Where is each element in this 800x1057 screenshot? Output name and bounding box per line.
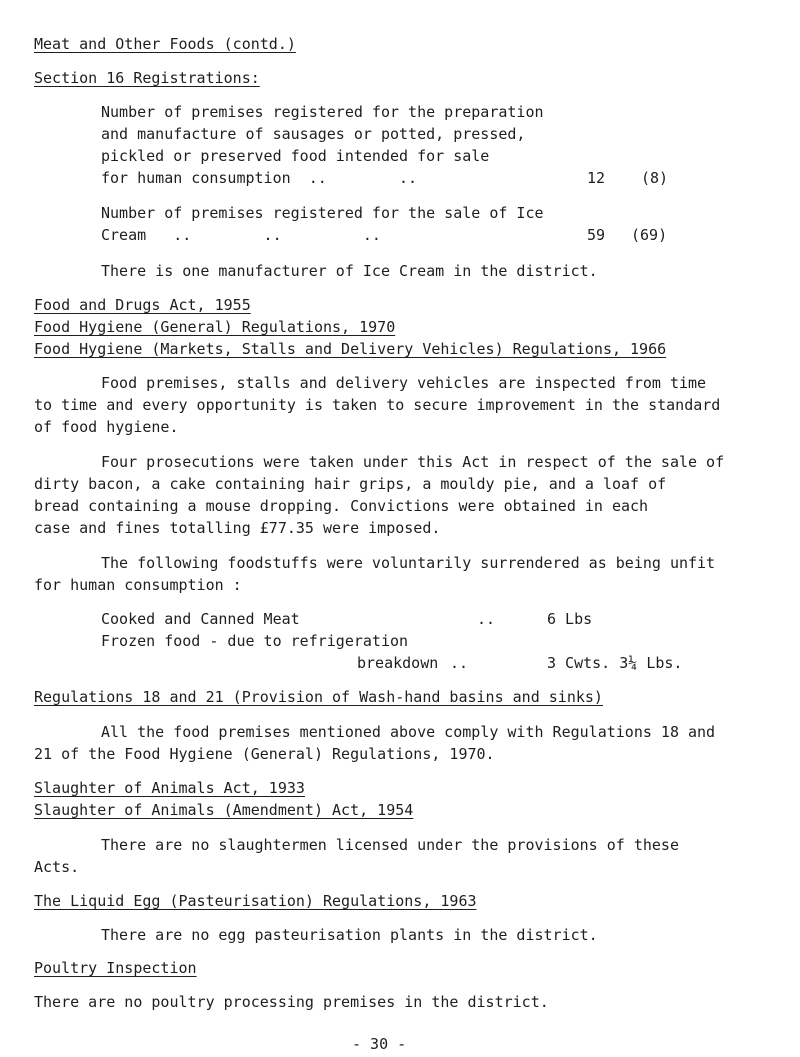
para2-line4: case and fines totalling £77.35 were imposed. bbox=[34, 519, 441, 537]
poultry-para: There are no poultry processing premises in the district. bbox=[34, 993, 549, 1011]
surrendered-dots-1: .. bbox=[477, 610, 496, 628]
section-16-heading: Section 16 Registrations: bbox=[34, 69, 260, 87]
surrendered-qty-1: 6 Lbs bbox=[547, 610, 593, 628]
regs-18-21-heading: Regulations 18 and 21 (Provision of Wash-hand basins and sinks) bbox=[34, 688, 603, 706]
page-header: Meat and Other Foods (contd.) bbox=[34, 35, 296, 53]
para2-line3: bread containing a mouse dropping. Convictions were obtained in each bbox=[34, 497, 649, 515]
item1-line4: for human consumption .. .. bbox=[101, 169, 418, 187]
slaughter-amendment-heading: Slaughter of Animals (Amendment) Act, 1954 bbox=[34, 801, 414, 819]
item1-line1: Number of premises registered for the preparation bbox=[101, 103, 544, 121]
item2-value: 59 bbox=[587, 226, 606, 244]
item1-value: 12 bbox=[587, 169, 606, 187]
para3-line2: for human consumption : bbox=[34, 576, 242, 594]
surrendered-item-2-cont: breakdown bbox=[357, 654, 439, 672]
item1-prev-value: (8) bbox=[641, 169, 669, 187]
item1-line2: and manufacture of sausages or potted, pressed, bbox=[101, 125, 526, 143]
liquid-egg-heading: The Liquid Egg (Pasteurisation) Regulations, 1963 bbox=[34, 892, 477, 910]
surrendered-item-1: Cooked and Canned Meat bbox=[101, 610, 300, 628]
surrendered-item-2: Frozen food - due to refrigeration bbox=[101, 632, 409, 650]
para1-line3: of food hygiene. bbox=[34, 418, 179, 436]
regs-para-line2: 21 of the Food Hygiene (General) Regulations, 1970. bbox=[34, 745, 495, 763]
para2-line1: Four prosecutions were taken under this Act in respect of the sale of bbox=[101, 453, 725, 471]
ice-cream-note: There is one manufacturer of Ice Cream in the district. bbox=[101, 262, 598, 280]
para2-line2: dirty bacon, a cake containing hair grips, a mouldy pie, and a loaf of bbox=[34, 475, 667, 493]
poultry-heading: Poultry Inspection bbox=[34, 959, 197, 977]
food-hygiene-general-heading: Food Hygiene (General) Regulations, 1970 bbox=[34, 318, 396, 336]
surrendered-dots-2: .. bbox=[450, 654, 469, 672]
slaughter-para-line2: Acts. bbox=[34, 858, 80, 876]
item1-line3: pickled or preserved food intended for sale bbox=[101, 147, 490, 165]
food-hygiene-markets-heading: Food Hygiene (Markets, Stalls and Delivery Vehicles) Regulations, 1966 bbox=[34, 340, 667, 358]
slaughter-act-heading: Slaughter of Animals Act, 1933 bbox=[34, 779, 305, 797]
para1-line1: Food premises, stalls and delivery vehicles are inspected from time bbox=[101, 374, 707, 392]
para3-line1: The following foodstuffs were voluntarily surrendered as being unfit bbox=[101, 554, 716, 572]
item2-line1: Number of premises registered for the sale of Ice bbox=[101, 204, 544, 222]
page-number: - 30 - bbox=[352, 1035, 407, 1053]
regs-para-line1: All the food premises mentioned above comply with Regulations 18 and bbox=[101, 723, 716, 741]
slaughter-para-line1: There are no slaughtermen licensed under the provisions of these bbox=[101, 836, 679, 854]
surrendered-qty-2: 3 Cwts. 3¼ Lbs. bbox=[547, 654, 683, 672]
food-drugs-heading: Food and Drugs Act, 1955 bbox=[34, 296, 251, 314]
item2-line2: Cream .. .. .. bbox=[101, 226, 381, 244]
item2-prev-value: (69) bbox=[631, 226, 668, 244]
liquid-egg-para: There are no egg pasteurisation plants in the district. bbox=[101, 926, 598, 944]
para1-line2: to time and every opportunity is taken to secure improvement in the standard bbox=[34, 396, 721, 414]
